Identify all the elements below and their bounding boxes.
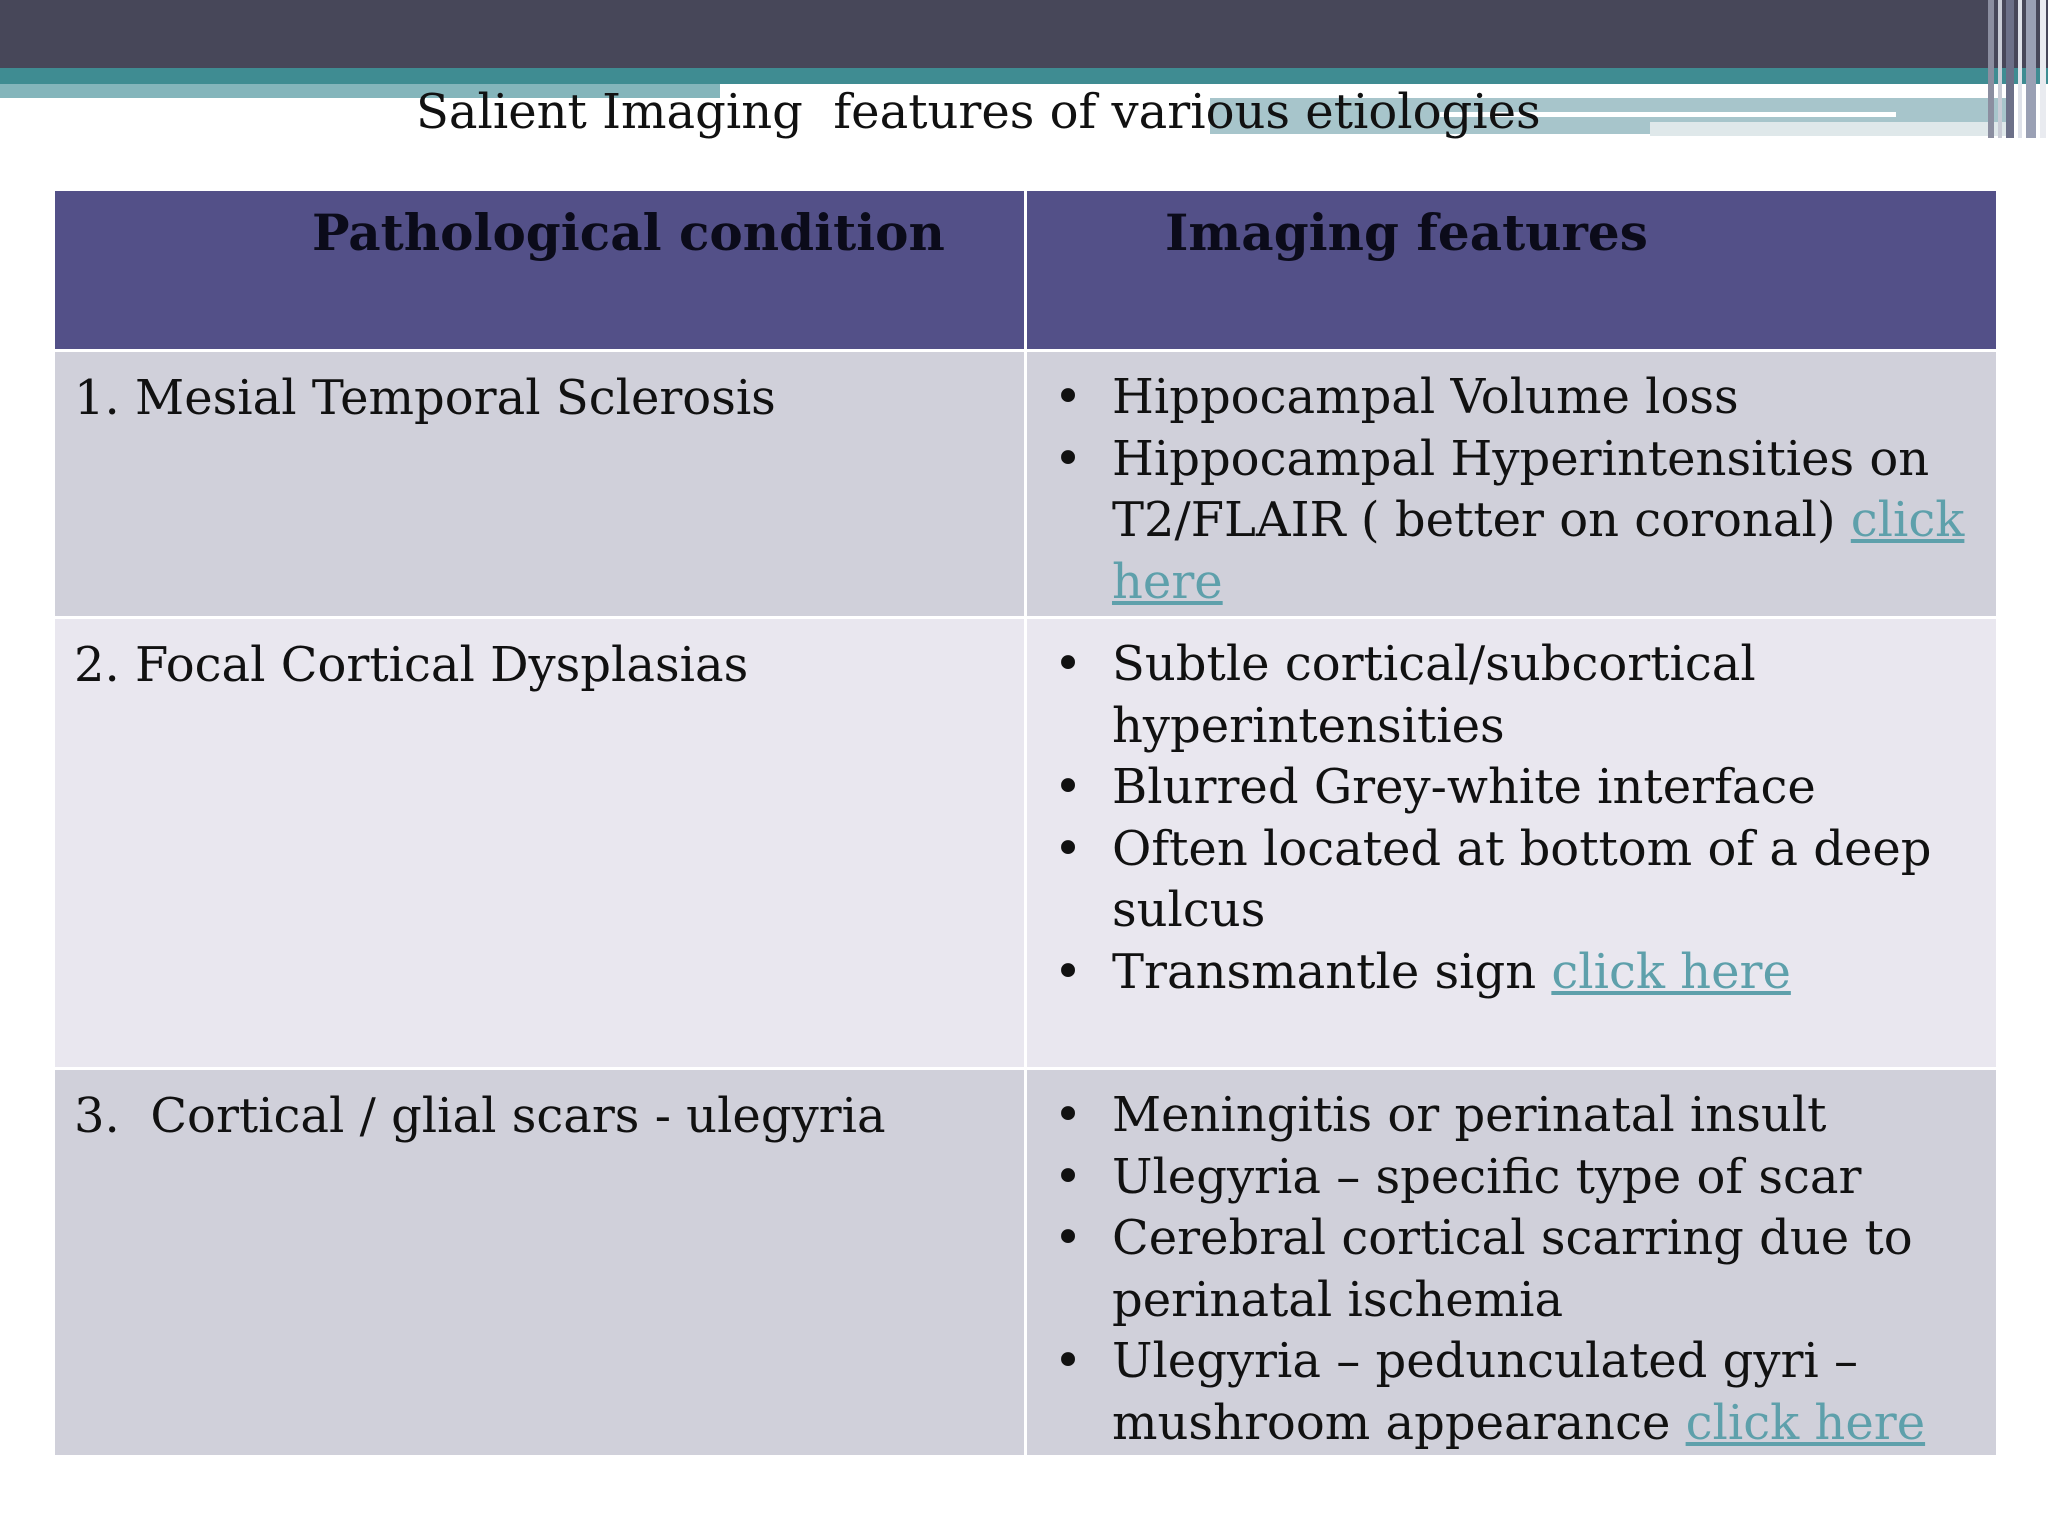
- feature-item: • Blurred Grey-white interface: [1048, 757, 1975, 819]
- edge-stripes: [1988, 0, 2048, 138]
- bullet: •: [1053, 430, 1083, 487]
- table-header-row: [54, 190, 1998, 351]
- click-here-link[interactable]: click here: [1112, 492, 1965, 610]
- click-here-link[interactable]: click here: [1551, 943, 1791, 1000]
- click-here-link[interactable]: click here: [1685, 1394, 1926, 1451]
- condition-cell: 2. Focal Cortical Dysplasias: [74, 637, 749, 693]
- table-row: [54, 351, 1998, 618]
- bullet: •: [1053, 1148, 1083, 1205]
- feature-item: • Ulegyria – specific type of scar: [1048, 1147, 1975, 1209]
- header-imaging-features: Imaging features: [1026, 190, 1998, 351]
- bullet: •: [1053, 1333, 1083, 1389]
- bullet: •: [1053, 1210, 1083, 1266]
- etiology-table: [52, 188, 1999, 1458]
- features-cell: [1028, 353, 1995, 613]
- top-banner: [0, 0, 2048, 68]
- feature-item: • Hippocampal Hyperintensities on T2/FLAIR ( better on coronal) click here: [1048, 429, 1975, 614]
- feature-item: • Ulegyria – pedunculated gyri – mushroom appearance click here: [1048, 1331, 1975, 1454]
- feature-item: • Meningitis or perinatal insult: [1048, 1085, 1975, 1147]
- feature-item: • Transmantle sign click here: [1048, 942, 1975, 1004]
- features-cell: [1028, 1071, 1995, 1454]
- feature-item: • Hippocampal Volume loss: [1048, 367, 1975, 429]
- features-cell: [1028, 620, 1995, 1003]
- table-row: [54, 1069, 1998, 1457]
- condition-cell: 1. Mesial Temporal Sclerosis: [74, 370, 776, 426]
- bullet: •: [1053, 1087, 1083, 1143]
- bullet: •: [1053, 636, 1083, 692]
- bullet: •: [1053, 943, 1083, 1000]
- header-pathological-condition: Pathological condition: [54, 190, 1026, 351]
- feature-item: • Often located at bottom of a deep sulcus: [1048, 819, 1975, 942]
- bullet: •: [1053, 820, 1083, 877]
- feature-item: • Subtle cortical/subcortical hyperintensities: [1048, 634, 1975, 757]
- table-row: [54, 618, 1998, 1069]
- bullet: •: [1053, 369, 1083, 425]
- light-accent-band-lower: [1650, 122, 2010, 136]
- slide-title: Salient Imaging features of various etiologies: [416, 84, 1541, 140]
- condition-cell: 3. Cortical / glial scars - ulegyria: [74, 1088, 886, 1144]
- feature-item: • Cerebral cortical scarring due to perinatal ischemia: [1048, 1208, 1975, 1331]
- bullet: •: [1053, 759, 1083, 815]
